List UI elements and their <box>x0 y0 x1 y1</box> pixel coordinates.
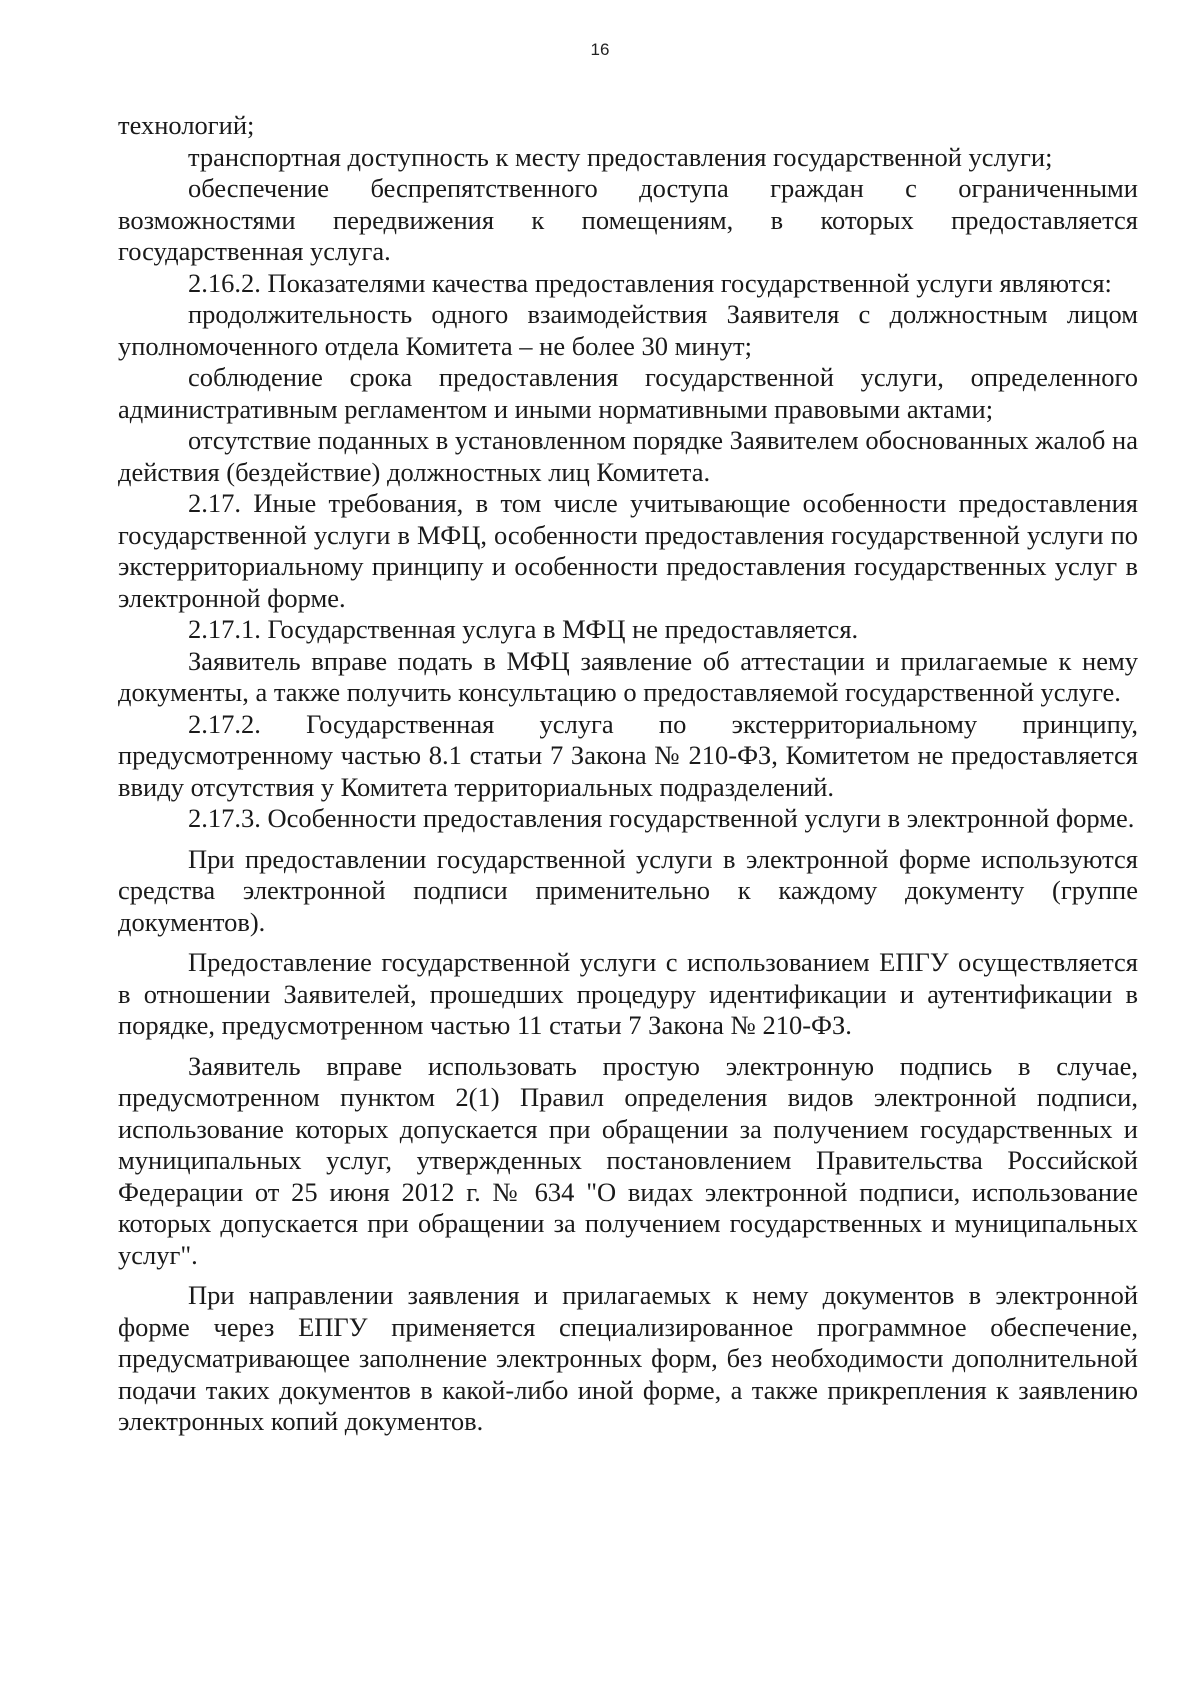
paragraph: Заявитель вправе использовать простую электронную подпись в случае, предусмотренном пунктом 2(1) Правил определения видов электронной подписи, использование которых допускается при обращении за получением государственных и муниципальных услуг, утвержденных постановлением Правительства Российской Федерации от 25 июня 2012 г. № 634 "О видах электронной подписи, использование которых допускается при обращении за получением государственных и муниципальных услуг". <box>118 1050 1138 1270</box>
paragraph: При направлении заявления и прилагаемых к нему документов в электронной форме через ЕПГУ применяется специализированное программное обеспечение, предусматривающее заполнение электронных форм, без необходимости дополнительной подачи таких документов в какой-либо иной форме, а также прикрепления к заявлению электронных копий документов. <box>118 1280 1138 1436</box>
paragraph: продолжительность одного взаимодействия Заявителя с должностным лицом уполномоченного отдела Комитета – не более 30 минут; <box>118 299 1138 361</box>
paragraph: соблюдение срока предоставления государственной услуги, определенного административным регламентом и иными нормативными правовыми актами; <box>118 362 1138 424</box>
paragraph: 2.17.1. Государственная услуга в МФЦ не предоставляется. <box>188 614 859 644</box>
paragraph: При предоставлении государственной услуги в электронной форме используются средства электронной подписи применительно к каждому документу (группе документов). <box>118 843 1138 937</box>
paragraph: отсутствие поданных в установленном порядке Заявителем обоснованных жалоб на действия (бездействие) должностных лиц Комитета. <box>118 425 1138 487</box>
paragraph: 2.17. Иные требования, в том числе учитывающие особенности предоставления государственной услуги в МФЦ, особенности предоставления государственной услуги по экстерриториальному принципу и особенности предоставления государственных услуг в электронной форме. <box>118 488 1138 613</box>
paragraph: 2.17.3. Особенности предоставления государственной услуги в электронной форме. <box>188 803 1135 833</box>
document-body <box>118 110 1138 1438</box>
paragraph: Предоставление государственной услуги с использованием ЕПГУ осуществляется в отношении Заявителей, прошедших процедуру идентификации и аутентификации в порядке, предусмотренном частью 11 статьи 7 Закона № 210-ФЗ. <box>118 947 1138 1040</box>
paragraph: Заявитель вправе подать в МФЦ заявление об аттестации и прилагаемые к нему документы, а также получить консультацию о предоставляемой государственной услуге. <box>118 645 1138 707</box>
paragraph: транспортная доступность к месту предоставления государственной услуги; <box>188 141 1053 172</box>
paragraph: 2.17.2. Государственная услуга по экстерриториальному принципу, предусмотренному частью 8.1 статьи 7 Закона № 210-ФЗ, Комитетом не предоставляется ввиду отсутствия у Комитета территориальных подразделений. <box>118 708 1138 802</box>
paragraph: 2.16.2. Показателями качества предоставления государственной услуги являются: <box>188 267 1112 298</box>
paragraph: обеспечение беспрепятственного доступа граждан с ограниченными возможностями передвижения к помещениям, в которых предоставляется государственная услуга. <box>118 173 1138 266</box>
page-number: 16 <box>590 40 610 59</box>
paragraph: технологий; <box>118 110 255 140</box>
